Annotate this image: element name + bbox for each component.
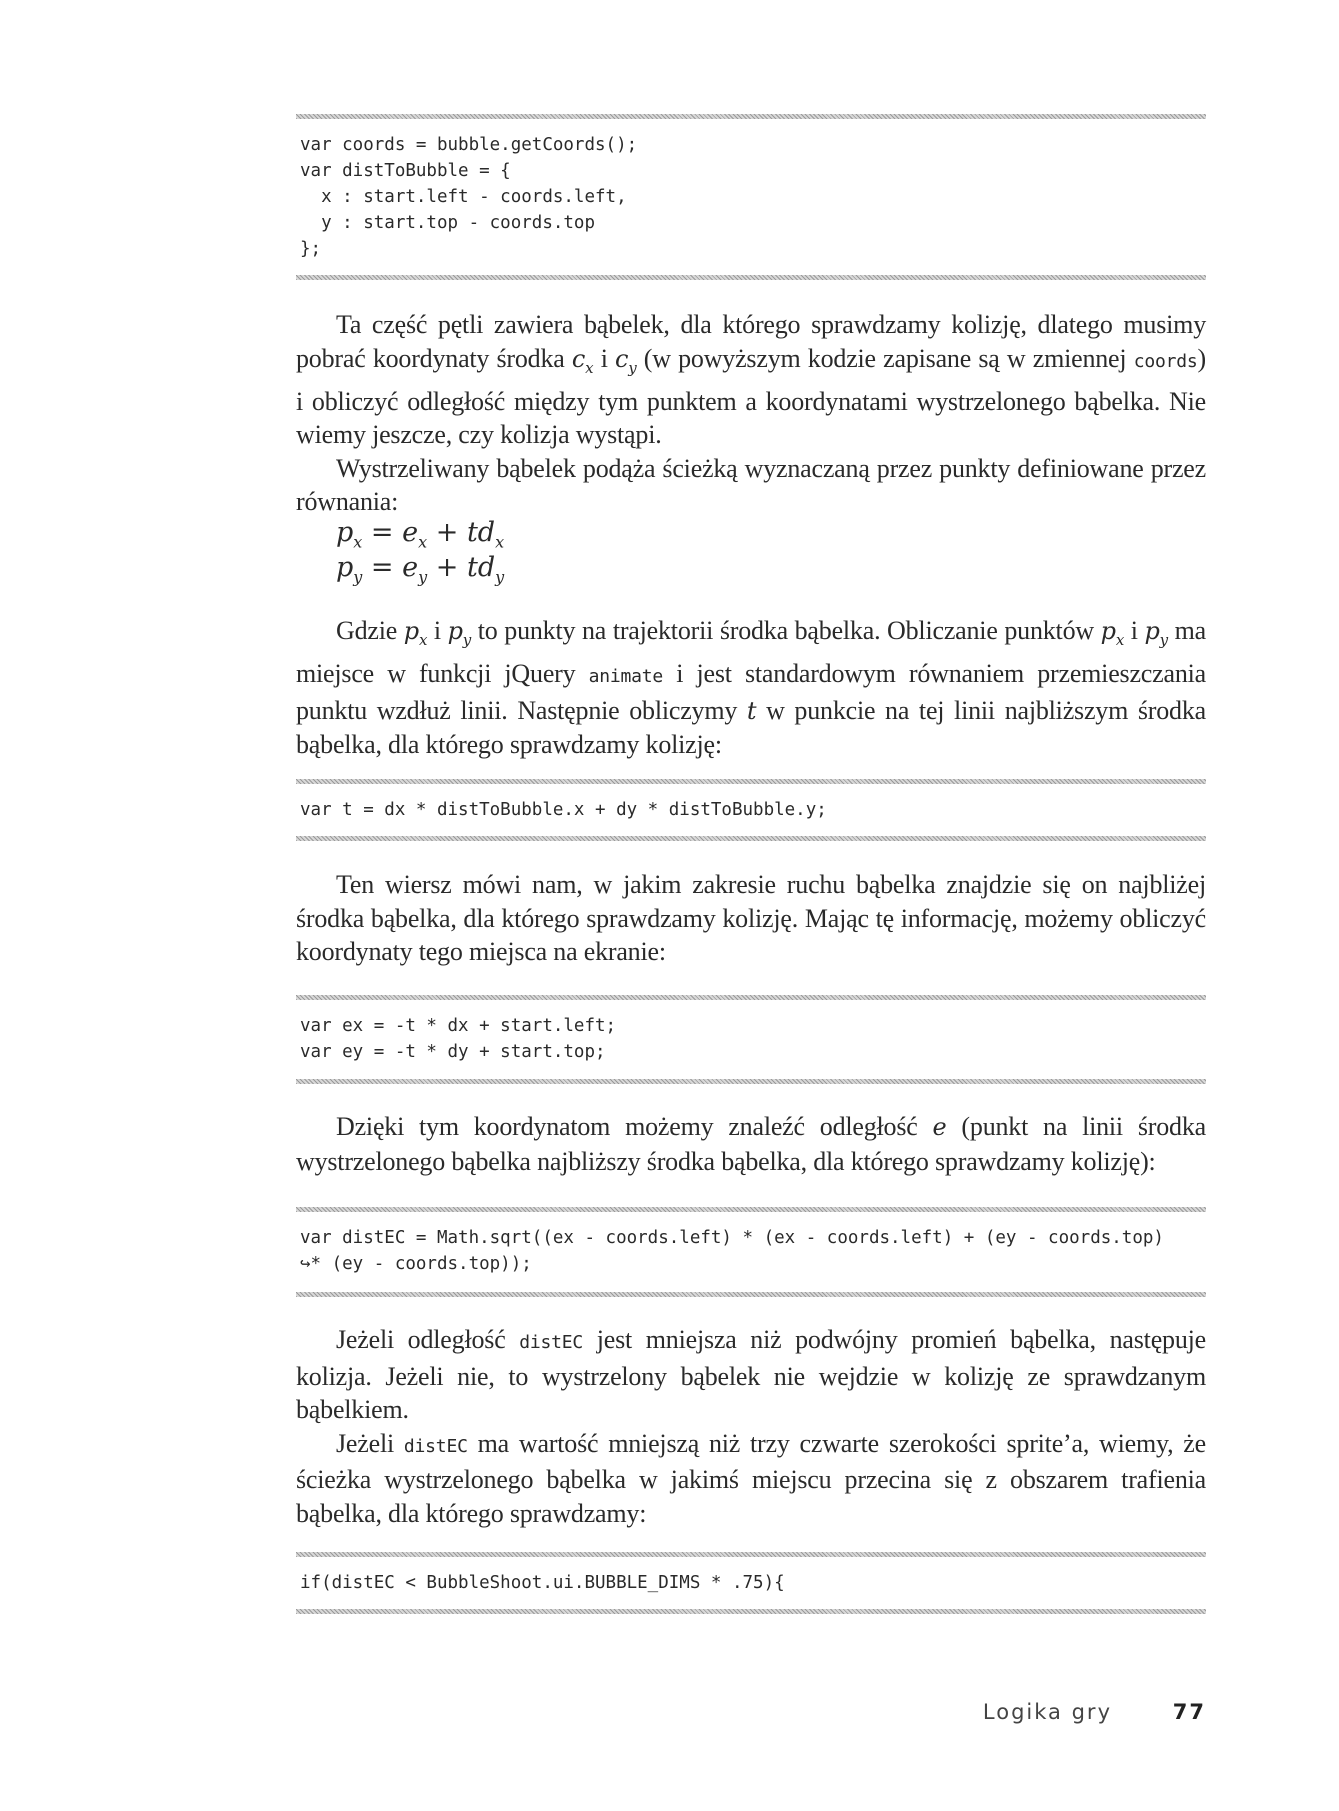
paragraph-6: Jeżeli odległość distEC jest mniejsza niż podwójny promień bąbelka, następuje kolizja. Jeżeli nie, to wystrzelony bąbelek nie wejdzie w kolizję ze sprawdzanym bąbelkiem. <box>296 1325 1206 1424</box>
paragraph-group-1 <box>296 308 1206 519</box>
code-line: }; <box>300 239 322 259</box>
page-footer <box>296 1700 1206 1730</box>
code-line: var coords = bubble.getCoords(); <box>300 135 638 155</box>
code-line: var ex = -t * dx + start.left; <box>300 1016 617 1036</box>
running-footer-section: Logika gry <box>982 1700 1112 1724</box>
paragraph-5: Dzięki tym koordynatom możemy znaleźć odległość e (punkt na linii środka wystrzelonego bąbelka najbliższy środka bąbelka, dla którego sprawdzamy kolizję): <box>296 1112 1206 1176</box>
code-block-ex-ey <box>296 995 1206 1084</box>
code-line: var distToBubble = { <box>300 161 511 181</box>
code-block-distec <box>296 1207 1206 1297</box>
paragraph-2: Wystrzeliwany bąbelek podąża ścieżką wyznaczaną przez punkty definiowane przez równania: <box>296 453 1206 517</box>
paragraph-3: Gdzie $p_x$ i $p_y$ to punkty na trajektorii środka bąbelka. Obliczanie punktów $p_x$ i $p_y$ ma miejsce w funkcji jQuery animate i jest standardowym równaniem przemieszczania punktu wzdłuż linii. Następnie obliczymy t w punkcie na tej linii najbliższym środka bąbelka, dla którego sprawdzamy kolizję: <box>296 616 1207 760</box>
code-block-if <box>296 1552 1206 1614</box>
code-line: var t = dx * distToBubble.x + dy * distToBubble.y; <box>300 800 827 820</box>
code-line: y : start.top - coords.top <box>300 213 596 233</box>
inline-code: animate <box>588 666 664 688</box>
code-line: var ey = -t * dy + start.top; <box>300 1042 606 1062</box>
code-line: var distEC = Math.sqrt((ex - coords.left) * (ex - coords.left) + (ey - coords.top) <box>300 1228 1164 1248</box>
inline-code: distEC <box>403 1435 468 1457</box>
paragraph-4: Ten wiersz mówi nam, w jakim zakresie ruchu bąbelka znajdzie się on najbliżej środka bąbelka, dla którego sprawdzamy kolizję. Mając tę informację, możemy obliczyć koordynaty tego miejsca na ekranie: <box>296 870 1206 966</box>
paragraph-group-3 <box>296 868 1206 969</box>
paragraph-group-2 <box>296 614 1206 762</box>
inline-code: distEC <box>519 1332 584 1353</box>
paragraph-7: Jeżeli distEC ma wartość mniejszą niż trzy czwarte szerokości sprite’a, wiemy, że ścieżka wystrzelonego bąbelka w jakimś miejscu przecina się z obszarem trafienia bąbelka, dla którego sprawdzamy: <box>296 1428 1206 1528</box>
code-line: if(distEC < BubbleShoot.ui.BUBBLE_DIMS * .75){ <box>300 1573 785 1593</box>
equation-px: $p_x = e_x + td_x$ <box>336 517 505 552</box>
page-number: 77 <box>1172 1700 1206 1724</box>
paragraph-1: Ta część pętli zawiera bąbelek, dla którego sprawdzamy kolizję, dlatego musimy pobrać koordynaty środka $c_x$ i $c_y$ (w powyższym kodzie zapisane są w zmiennej coords) i obliczyć odległość między tym punktem a koordynatami wystrzelonego bąbelka. Nie wiemy jeszcze, czy kolizja wystąpi. <box>296 310 1206 450</box>
paragraph-group-4 <box>296 1110 1206 1178</box>
code-line: ↪* (ey - coords.top)); <box>300 1254 532 1274</box>
code-block-coords <box>296 114 1206 280</box>
code-block-t <box>296 779 1206 841</box>
equation-py: $p_y = e_y + td_y$ <box>336 552 505 587</box>
code-line: x : start.left - coords.left, <box>300 187 627 207</box>
inline-code: coords <box>1133 350 1198 372</box>
paragraph-group-5 <box>296 1323 1206 1530</box>
